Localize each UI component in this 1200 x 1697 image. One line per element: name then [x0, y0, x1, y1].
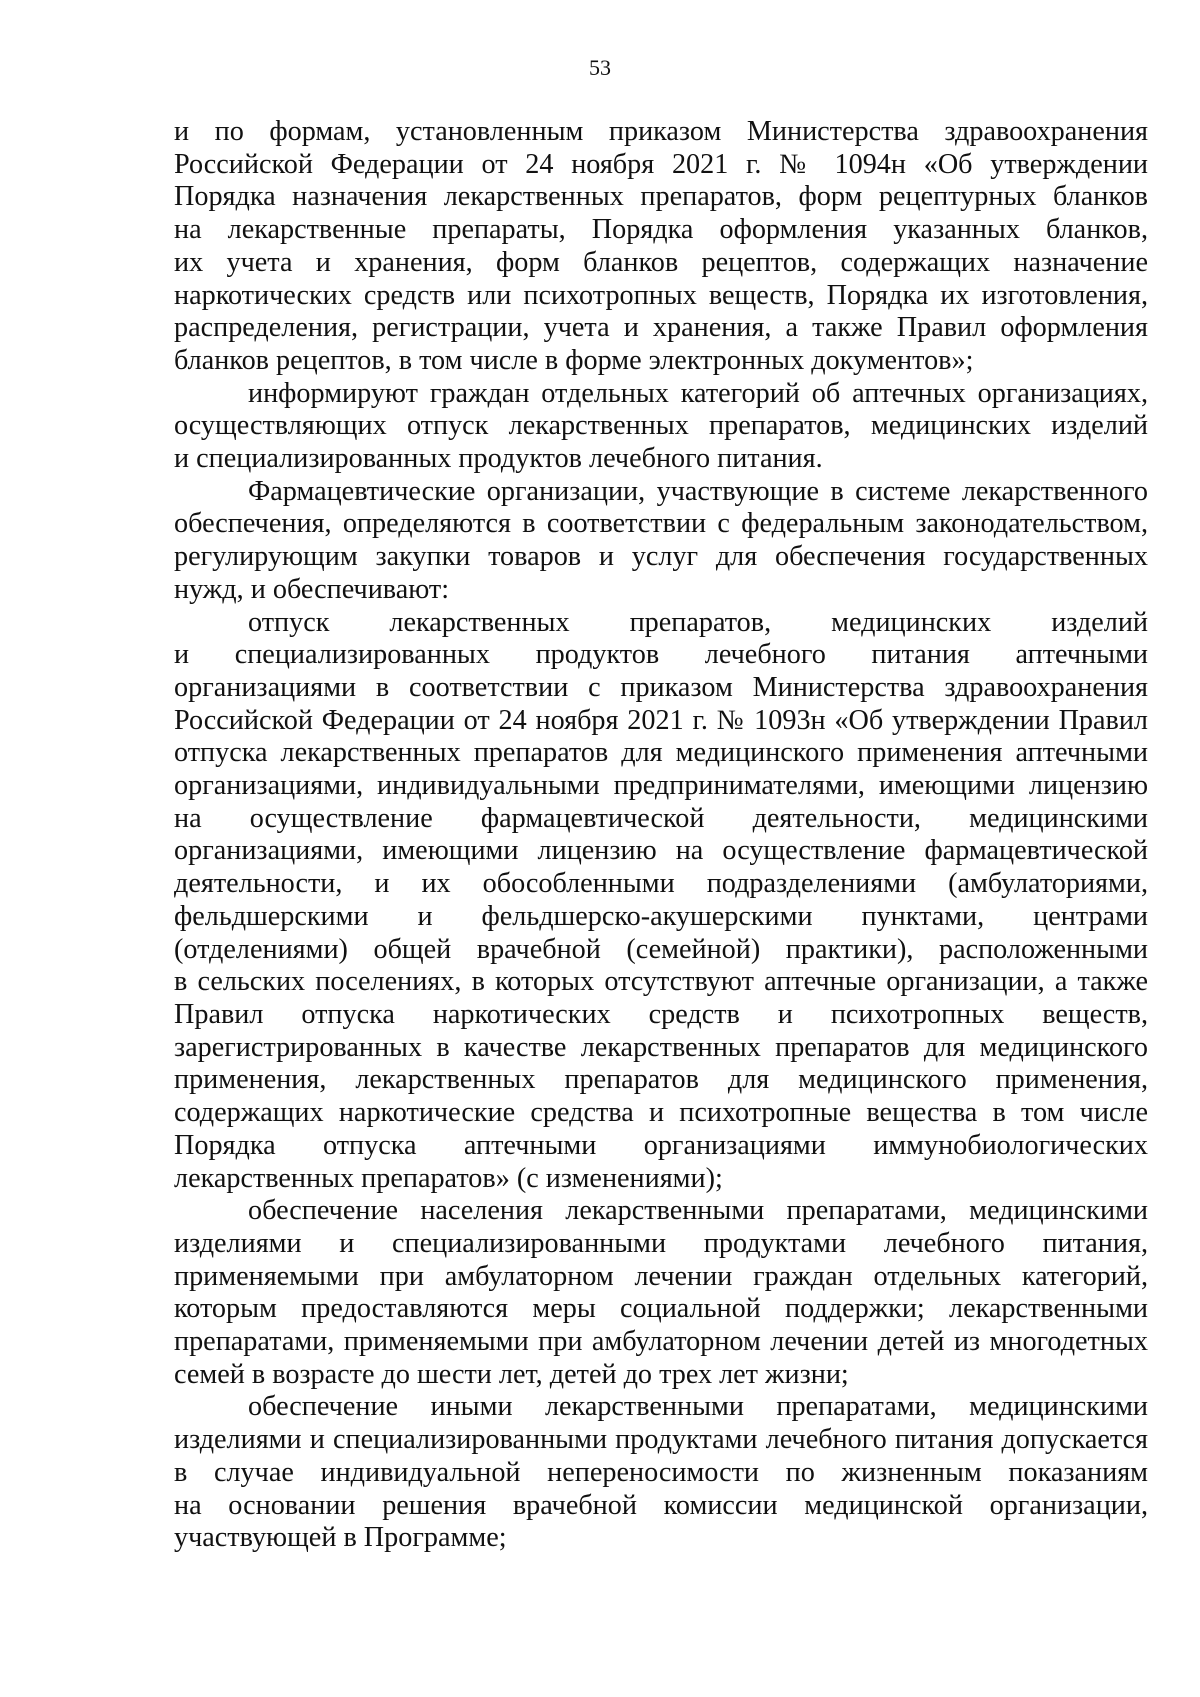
- text-line: регулирующим закупки товаров и услуг для обеспечения государственных: [174, 541, 1148, 573]
- text-line: информируют граждан отдельных категорий об аптечных организациях,: [248, 377, 1148, 409]
- text-line: обеспечение населения лекарственными препаратами, медицинскими: [248, 1195, 1148, 1227]
- paragraph: [174, 1195, 1148, 1391]
- text-line: Фармацевтические организации, участвующие в системе лекарственного: [248, 475, 1148, 507]
- paragraph: [174, 607, 1148, 1196]
- text-line: которым предоставляются меры социальной поддержки; лекарственными: [174, 1293, 1148, 1325]
- text-line: Порядка назначения лекарственных препаратов, форм рецептурных бланков: [174, 181, 1148, 213]
- text-line: и специализированных продуктов лечебного питания аптечными: [174, 639, 1148, 671]
- text-line: лекарственных препаратов» (с изменениями);: [174, 1162, 723, 1194]
- text-line: наркотических средств или психотропных веществ, Порядка их изготовления,: [174, 279, 1148, 311]
- text-line: на лекарственные препараты, Порядка оформления указанных бланков,: [174, 214, 1148, 246]
- text-line: их учета и хранения, форм бланков рецептов, содержащих назначение: [174, 246, 1148, 278]
- text-line: на осуществление фармацевтической деятельности, медицинскими: [174, 802, 1148, 834]
- text-line: Правил отпуска наркотических средств и психотропных веществ,: [174, 998, 1148, 1030]
- text-line: организациями, индивидуальными предпринимателями, имеющими лицензию: [174, 770, 1148, 802]
- text-line: и по формам, установленным приказом Министерства здравоохранения: [174, 116, 1148, 147]
- text-line: фельдшерскими и фельдшерско-акушерскими пунктами, центрами: [174, 900, 1148, 932]
- text-line: организациями, имеющими лицензию на осуществление фармацевтической: [174, 835, 1148, 867]
- text-line: изделиями и специализированными продуктами лечебного питания,: [174, 1227, 1148, 1259]
- text-line: обеспечения, определяются в соответствии с федеральным законодательством,: [174, 508, 1148, 540]
- paragraph: [174, 378, 1148, 476]
- text-line: деятельности, и их обособленными подразделениями (амбулаториями,: [174, 868, 1148, 900]
- text-line: в случае индивидуальной непереносимости по жизненным показаниям: [174, 1456, 1148, 1488]
- page-number: 53: [589, 55, 611, 80]
- text-line: зарегистрированных в качестве лекарственных препаратов для медицинского: [174, 1031, 1148, 1063]
- text-line: (отделениями) общей врачебной (семейной) практики), расположенными: [174, 933, 1148, 965]
- text-line: отпуск лекарственных препаратов, медицинских изделий: [248, 606, 1148, 638]
- paragraph: [174, 1391, 1148, 1555]
- text-line: распределения, регистрации, учета и хранения, а также Правил оформления: [174, 312, 1148, 344]
- text-line: нужд, и обеспечивают:: [174, 573, 450, 605]
- paragraph: [174, 476, 1148, 607]
- text-line: Российской Федерации от 24 ноября 2021 г. № 1093н «Об утверждении Правил: [174, 704, 1148, 736]
- text-line: применяемыми при амбулаторном лечении граждан отдельных категорий,: [174, 1260, 1148, 1292]
- text-line: Российской Федерации от 24 ноября 2021 г. № 1094н «Об утверждении: [174, 148, 1148, 180]
- text-line: в сельских поселениях, в которых отсутствуют аптечные организации, а также: [174, 966, 1148, 998]
- text-line: препаратами, применяемыми при амбулаторном лечении детей из многодетных: [174, 1326, 1148, 1358]
- text-line: отпуска лекарственных препаратов для медицинского применения аптечными: [174, 737, 1148, 769]
- text-line: организациями в соответствии с приказом Министерства здравоохранения: [174, 671, 1148, 703]
- text-line: обеспечение иными лекарственными препаратами, медицинскими: [248, 1391, 1148, 1423]
- text-line: Порядка отпуска аптечными организациями иммунобиологических: [174, 1129, 1148, 1161]
- text-line: изделиями и специализированными продуктами лечебного питания допускается: [174, 1424, 1148, 1456]
- text-line: и специализированных продуктов лечебного питания.: [174, 443, 823, 475]
- text-line: применения, лекарственных препаратов для медицинского применения,: [174, 1064, 1148, 1096]
- text-line: участвующей в Программе;: [174, 1522, 507, 1554]
- text-line: на основании решения врачебной комиссии медицинской организации,: [174, 1489, 1148, 1521]
- document-body: [174, 116, 1148, 1555]
- paragraph: [174, 116, 1148, 378]
- text-line: осуществляющих отпуск лекарственных препаратов, медицинских изделий: [174, 410, 1148, 442]
- text-line: семей в возрасте до шести лет, детей до трех лет жизни;: [174, 1358, 849, 1390]
- text-line: содержащих наркотические средства и психотропные вещества в том числе: [174, 1097, 1148, 1129]
- text-line: бланков рецептов, в том числе в форме электронных документов»;: [174, 344, 974, 376]
